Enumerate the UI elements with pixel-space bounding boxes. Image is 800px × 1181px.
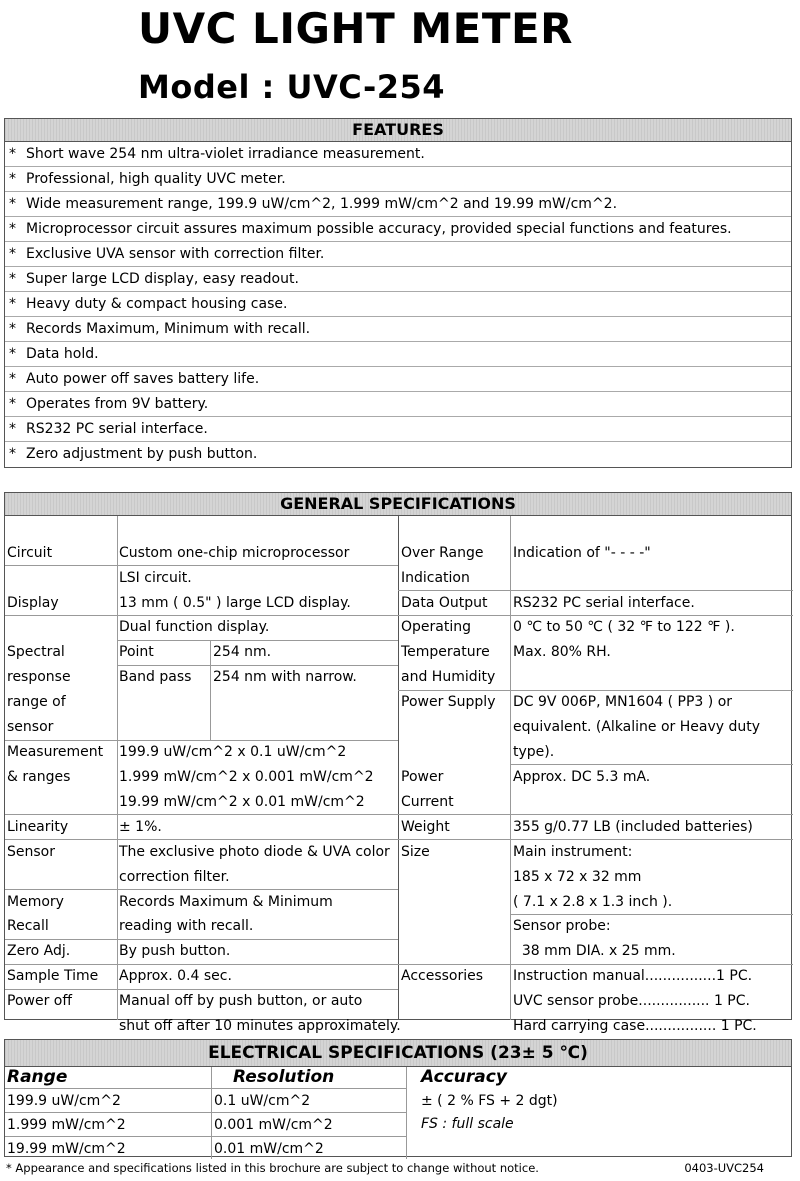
- circuit-value-1: Custom one-chip microprocessor: [119, 545, 350, 561]
- spectral-point-label: Point: [119, 644, 154, 660]
- resolution-cell: 0.01 mW/cm^2: [214, 1141, 324, 1157]
- bullet-star: *: [9, 346, 16, 362]
- sensor-value-2: correction filter.: [119, 869, 230, 885]
- data-output-label: Data Output: [401, 595, 488, 611]
- sensor-label: Sensor: [7, 844, 55, 860]
- footer-code: 0403-UVC254: [684, 1161, 764, 1175]
- accuracy-value: ± ( 2 % FS + 2 dgt): [421, 1093, 558, 1109]
- power-off-label: Power off: [7, 993, 72, 1009]
- features-list: [5, 142, 791, 466]
- spectral-point-value: 254 nm.: [213, 644, 272, 660]
- footer-note: * Appearance and specifications listed in this brochure are subject to change without notice.: [6, 1161, 539, 1175]
- feature-text: Operates from 9V battery.: [26, 396, 209, 412]
- operating-value-1: 0 ℃ to 50 ℃ ( 32 ℉ to 122 ℉ ).: [513, 619, 735, 635]
- display-value-2: Dual function display.: [119, 619, 270, 635]
- data-output-value: RS232 PC serial interface.: [513, 595, 695, 611]
- col-resolution-header: Resolution: [233, 1067, 335, 1087]
- sample-time-value: Approx. 0.4 sec.: [119, 968, 232, 984]
- feature-text: RS232 PC serial interface.: [26, 421, 208, 437]
- model-subtitle: Model : UVC-254: [138, 68, 446, 106]
- size-label: Size: [401, 844, 430, 860]
- weight-value: 355 g/0.77 LB (included batteries): [513, 819, 753, 835]
- sensor-value-1: The exclusive photo diode & UVA color: [119, 844, 390, 860]
- power-off-value-1: Manual off by push button, or auto: [119, 993, 363, 1009]
- spectral-label-3: range of: [7, 694, 66, 710]
- power-current-label-2: Current: [401, 794, 454, 810]
- feature-item: [5, 142, 791, 167]
- bullet-star: *: [9, 296, 16, 312]
- features-header: FEATURES: [5, 119, 791, 142]
- bullet-star: *: [9, 246, 16, 262]
- col-accuracy-header: Accuracy: [421, 1067, 507, 1087]
- sample-time-label: Sample Time: [7, 968, 99, 984]
- power-current-value: Approx. DC 5.3 mA.: [513, 769, 651, 785]
- accessories-value-2: UVC sensor probe................ 1 PC.: [513, 993, 750, 1009]
- page-title: UVC LIGHT METER: [138, 4, 574, 53]
- power-current-label-1: Power: [401, 769, 444, 785]
- display-label: Display: [7, 595, 59, 611]
- feature-text: Microprocessor circuit assures maximum possible accuracy, provided special functions and features.: [26, 221, 732, 237]
- feature-text: Zero adjustment by push button.: [26, 446, 258, 462]
- accessories-label: Accessories: [401, 968, 484, 984]
- memory-value-2: reading with recall.: [119, 918, 254, 934]
- measurement-range-3: 19.99 mW/cm^2 x 0.01 mW/cm^2: [119, 794, 365, 810]
- feature-item: [5, 417, 791, 442]
- memory-label-2: Recall: [7, 918, 49, 934]
- range-cell: 19.99 mW/cm^2: [7, 1141, 126, 1157]
- general-specs-section: [4, 492, 792, 1034]
- electrical-specs-section: [4, 1039, 792, 1157]
- feature-text: Heavy duty & compact housing case.: [26, 296, 288, 312]
- memory-value-1: Records Maximum & Minimum: [119, 894, 333, 910]
- power-supply-label: Power Supply: [401, 694, 496, 710]
- accessories-value-3: Hard carrying case................ 1 PC.: [513, 1018, 757, 1034]
- operating-label-1: Operating: [401, 619, 471, 635]
- feature-item: [5, 167, 791, 192]
- feature-item: [5, 292, 791, 317]
- spectral-label-4: sensor: [7, 719, 54, 735]
- circuit-label: Circuit: [7, 545, 53, 561]
- power-supply-value-1: DC 9V 006P, MN1604 ( PP3 ) or: [513, 694, 733, 710]
- operating-label-2: Temperature: [401, 644, 490, 660]
- operating-label-3: and Humidity: [401, 669, 496, 685]
- accessories-value-1: Instruction manual................1 PC.: [513, 968, 753, 984]
- bullet-star: *: [9, 271, 16, 287]
- bullet-star: *: [9, 371, 16, 387]
- spectral-band-value: 254 nm with narrow.: [213, 669, 357, 685]
- col-range-header: Range: [7, 1067, 68, 1087]
- measurement-range-2: 1.999 mW/cm^2 x 0.001 mW/cm^2: [119, 769, 374, 785]
- feature-text: Short wave 254 nm ultra-violet irradiance measurement.: [26, 146, 425, 162]
- feature-item: [5, 217, 791, 242]
- linearity-value: ± 1%.: [119, 819, 162, 835]
- electrical-specs-header: ELECTRICAL SPECIFICATIONS (23± 5 ℃): [5, 1040, 791, 1067]
- bullet-star: *: [9, 446, 16, 462]
- operating-value-2: Max. 80% RH.: [513, 644, 611, 660]
- bullet-star: *: [9, 321, 16, 337]
- feature-item: [5, 192, 791, 217]
- over-range-value: Indication of "- - - -": [513, 545, 651, 561]
- feature-item: [5, 242, 791, 267]
- measurement-label-2: & ranges: [7, 769, 71, 785]
- fs-note: FS : full scale: [421, 1116, 514, 1132]
- size-value-3: ( 7.1 x 2.8 x 1.3 inch ).: [513, 894, 673, 910]
- features-section: [4, 118, 792, 468]
- zero-adj-label: Zero Adj.: [7, 943, 71, 959]
- range-cell: 199.9 uW/cm^2: [7, 1093, 121, 1109]
- bullet-star: *: [9, 221, 16, 237]
- feature-text: Auto power off saves battery life.: [26, 371, 260, 387]
- power-off-value-2: shut off after 10 minutes approximately.: [119, 1018, 401, 1034]
- spectral-label-1: Spectral: [7, 644, 65, 660]
- feature-item: [5, 392, 791, 417]
- size-value-1: Main instrument:: [513, 844, 633, 860]
- feature-item: [5, 367, 791, 392]
- power-supply-value-3: type).: [513, 744, 555, 760]
- over-range-label-1: Over Range: [401, 545, 484, 561]
- size-value-2: 185 x 72 x 32 mm: [513, 869, 642, 885]
- measurement-range-1: 199.9 uW/cm^2 x 0.1 uW/cm^2: [119, 744, 347, 760]
- weight-label: Weight: [401, 819, 450, 835]
- size-value-5: 38 mm DIA. x 25 mm.: [513, 943, 676, 959]
- power-supply-value-2: equivalent. (Alkaline or Heavy duty: [513, 719, 761, 735]
- feature-text: Exclusive UVA sensor with correction filter.: [26, 246, 325, 262]
- spectral-band-label: Band pass: [119, 669, 192, 685]
- bullet-star: *: [9, 146, 16, 162]
- memory-label-1: Memory: [7, 894, 64, 910]
- feature-text: Data hold.: [26, 346, 99, 362]
- general-specs-grid: [5, 516, 791, 1034]
- feature-item: [5, 317, 791, 342]
- range-cell: 1.999 mW/cm^2: [7, 1117, 126, 1133]
- electrical-specs-table: [5, 1067, 791, 1159]
- bullet-star: *: [9, 421, 16, 437]
- over-range-label-2: Indication: [401, 570, 470, 586]
- feature-text: Super large LCD display, easy readout.: [26, 271, 299, 287]
- circuit-value-2: LSI circuit.: [119, 570, 192, 586]
- linearity-label: Linearity: [7, 819, 69, 835]
- feature-text: Professional, high quality UVC meter.: [26, 171, 286, 187]
- feature-item: [5, 267, 791, 292]
- bullet-star: *: [9, 196, 16, 212]
- measurement-label-1: Measurement: [7, 744, 104, 760]
- feature-item: [5, 342, 791, 367]
- general-specs-header: GENERAL SPECIFICATIONS: [5, 493, 791, 516]
- bullet-star: *: [9, 171, 16, 187]
- bullet-star: *: [9, 396, 16, 412]
- feature-item: [5, 442, 791, 466]
- resolution-cell: 0.1 uW/cm^2: [214, 1093, 311, 1109]
- spectral-label-2: response: [7, 669, 71, 685]
- zero-adj-value: By push button.: [119, 943, 231, 959]
- size-value-4: Sensor probe:: [513, 918, 611, 934]
- display-value-1: 13 mm ( 0.5" ) large LCD display.: [119, 595, 351, 611]
- resolution-cell: 0.001 mW/cm^2: [214, 1117, 333, 1133]
- feature-text: Records Maximum, Minimum with recall.: [26, 321, 311, 337]
- feature-text: Wide measurement range, 199.9 uW/cm^2, 1.999 mW/cm^2 and 19.99 mW/cm^2.: [26, 196, 618, 212]
